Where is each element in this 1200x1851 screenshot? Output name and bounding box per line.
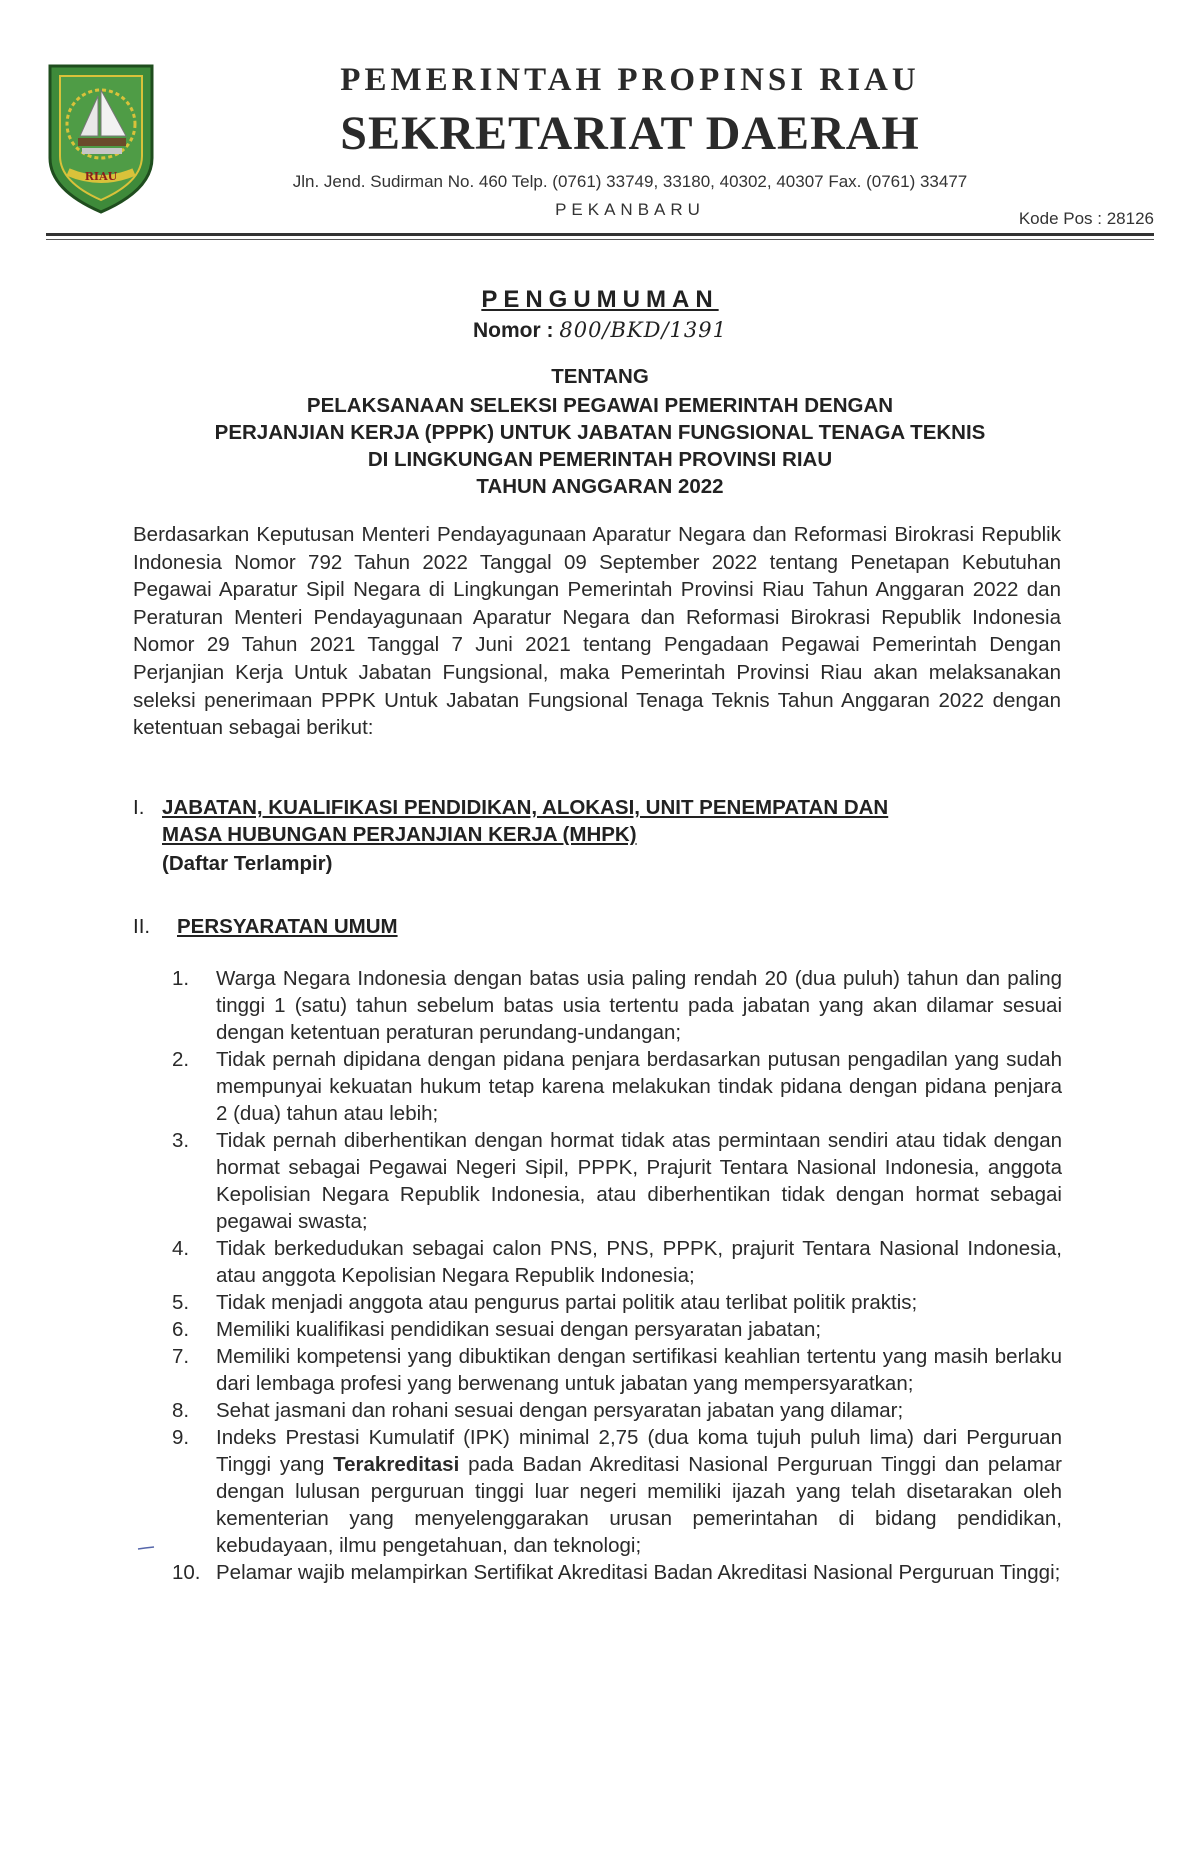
item-text-part: Indeks Prestasi Kumulatif (IPK) minimal 2,75 (dua koma tujuh puluh lima) dari Perguruan Tinggi yang: [216, 1426, 1062, 1476]
item-number: 4.: [172, 1237, 190, 1260]
list-item: [172, 1235, 1062, 1289]
item-text: [216, 1424, 1062, 1559]
section-1-number: I.: [133, 796, 145, 819]
riau-emblem-logo: [46, 62, 156, 216]
item-text-emphasis: Terakreditasi: [333, 1453, 460, 1476]
item-text: Tidak menjadi anggota atau pengurus partai politik atau terlibat politik praktis;: [216, 1291, 918, 1314]
section-2-number: II.: [133, 915, 151, 938]
title-line-2: PERJANJIAN KERJA (PPPK) UNTUK JABATAN FUNGSIONAL TENAGA TEKNIS: [214, 421, 986, 444]
list-item: [172, 1424, 1062, 1559]
item-text: Pelamar wajib melampirkan Sertifikat Akreditasi Badan Akreditasi Nasional Perguruan Tinggi;: [216, 1561, 1061, 1584]
list-item: [172, 1289, 1062, 1316]
section-1-note: (Daftar Terlampir): [162, 852, 333, 875]
office-city: PEKANBARU: [555, 200, 705, 219]
item-text: Memiliki kualifikasi pendidikan sesuai dengan persyaratan jabatan;: [216, 1318, 822, 1341]
item-number: 10.: [172, 1561, 201, 1584]
item-number: 5.: [172, 1291, 190, 1314]
number-value: 800/BKD/1391: [559, 318, 727, 342]
title-line-1: PELAKSANAAN SELEKSI PEGAWAI PEMERINTAH DENGAN: [306, 394, 894, 417]
title-line-3: DI LINGKUNGAN PEMERINTAH PROVINSI RIAU: [367, 448, 833, 471]
postal-code: Kode Pos : 28126: [1018, 209, 1154, 228]
item-text: Sehat jasmani dan rohani sesuai dengan persyaratan jabatan yang dilamar;: [216, 1399, 904, 1422]
list-item: [172, 1559, 1062, 1586]
list-item: [172, 1343, 1062, 1397]
item-text: Tidak berkedudukan sebagai calon PNS, PNS, PPPK, prajurit Tentara Nasional Indonesia, atau anggota Kepolisian Negara Republik Indonesia;: [216, 1237, 1062, 1287]
list-item: [172, 1127, 1062, 1235]
logo-lettering: RIAU: [84, 170, 118, 183]
letterhead-rule: [46, 233, 1154, 236]
list-item: [172, 965, 1062, 1046]
section-2-title: PERSYARATAN UMUM: [177, 915, 398, 938]
item-text: Tidak pernah diberhentikan dengan hormat tidak atas permintaan sendiri atau tidak dengan hormat sebagai Pegawai Negeri Sipil, PPPK, Prajurit Tentara Nasional Indonesia, anggota Kepolisian Negara Republik Indonesia, atau diberhentikan tidak dengan hormat sebagai pegawai swasta;: [216, 1129, 1062, 1233]
item-number: 2.: [172, 1048, 190, 1071]
item-text: Warga Negara Indonesia dengan batas usia paling rendah 20 (dua puluh) tahun dan paling tinggi 1 (satu) tahun sebelum batas usia tertentu pada jabatan yang akan dilamar sesuai dengan ketentuan peraturan perundang-undangan;: [216, 967, 1062, 1044]
letterhead-rule-thin: [46, 239, 1154, 240]
office-address: Jln. Jend. Sudirman No. 460 Telp. (0761) 33749, 33180, 40302, 40307 Fax. (0761) 33477: [292, 172, 968, 191]
item-text: Tidak pernah dipidana dengan pidana penjara berdasarkan putusan pengadilan yang sudah mempunyai kekuatan hukum tetap karena melakukan tindak pidana dengan pidana penjara 2 (dua) tahun atau lebih;: [216, 1048, 1062, 1125]
section-1-title-line-1: JABATAN, KUALIFIKASI PENDIDIKAN, ALOKASI, UNIT PENEMPATAN DAN: [162, 796, 889, 819]
item-number: 7.: [172, 1345, 190, 1368]
intro-paragraph: Berdasarkan Keputusan Menteri Pendayagunaan Aparatur Negara dan Reformasi Birokrasi Republik Indonesia Nomor 792 Tahun 2022 Tanggal 09 September 2022 tentang Penetapan Kebutuhan Pegawai Aparatur Sipil Negara di Lingkungan Pemerintah Provinsi Riau Tahun Anggaran 2022 dan Peraturan Menteri Pendayagunaan Aparatur Negara dan Reformasi Birokrasi Republik Indonesia Nomor 29 Tahun 2021 Tanggal 7 Juni 2021 tentang Pengadaan Pegawai Pemerintah Dengan Perjanjian Kerja Untuk Jabatan Fungsional, maka Pemerintah Provinsi Riau akan melaksanakan seleksi penerimaan PPPK Untuk Jabatan Fungsional Tenaga Teknis Tahun Anggaran 2022 dengan ketentuan sebagai berikut:: [133, 523, 1061, 740]
item-number: 1.: [172, 967, 190, 990]
item-number: 8.: [172, 1399, 190, 1422]
office-name: SEKRETARIAT DAERAH: [340, 107, 920, 160]
announcement-number: [0, 318, 1200, 343]
item-number: 9.: [172, 1426, 190, 1449]
title-line-4: TAHUN ANGGARAN 2022: [476, 475, 724, 498]
about-label: TENTANG: [551, 365, 649, 388]
item-number: 3.: [172, 1129, 190, 1152]
announcement-heading: PENGUMUMAN: [481, 286, 719, 313]
list-item: [172, 1046, 1062, 1127]
number-label: Nomor :: [473, 319, 554, 342]
section-1-title-line-2: MASA HUBUNGAN PERJANJIAN KERJA (MHPK): [162, 823, 637, 846]
list-item: [172, 1316, 1062, 1343]
item-text: Memiliki kompetensi yang dibuktikan dengan sertifikasi keahlian tertentu yang masih berlaku dari lembaga profesi yang berwenang untuk jabatan yang mempersyaratkan;: [216, 1345, 1062, 1395]
requirements-list: [172, 965, 1062, 1586]
list-item: [172, 1397, 1062, 1424]
stray-pen-mark: [137, 1546, 155, 1550]
item-text-part: pada Badan Akreditasi Nasional Perguruan Tinggi dan pelamar dengan lulusan perguruan tinggi luar negeri memiliki ijazah yang telah disetarakan oleh kementerian yang menyelenggarakan urusan pemerintahan di bidang pendidikan, kebudayaan, ilmu pengetahuan, dan teknologi;: [216, 1453, 1062, 1557]
government-name: PEMERINTAH PROPINSI RIAU: [340, 62, 920, 98]
item-number: 6.: [172, 1318, 190, 1341]
